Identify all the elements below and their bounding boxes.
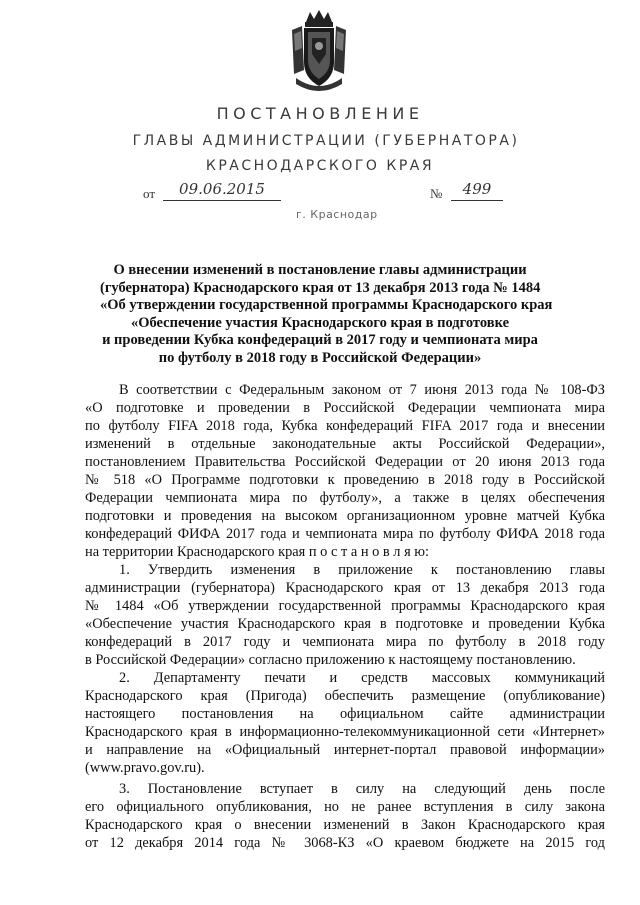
body-line: настоящего постановления на официальном сайте администрации [85, 706, 605, 722]
handwritten-number: 499 [451, 180, 503, 201]
body-line: Федерации чемпионата мира по футболу», а также в целях обеспечения [85, 490, 605, 506]
title-line: и проведении Кубка конфедераций в 2017 году и чемпионата мира [102, 332, 538, 349]
body-line: «О подготовке и проведении в Российской Федерации чемпионата мира [85, 400, 605, 416]
body-line: 3. Постановление вступает в силу на следующий день после [119, 781, 605, 797]
body-line: по футболу FIFA 2018 года, Кубка конфедераций FIFA 2017 года и внесении [85, 418, 605, 434]
body-line: 2. Департаменту печати и средств массовых коммуникаций [119, 670, 605, 686]
body-line: постановлением Правительства Российской Федерации от 20 июня 2013 года [85, 454, 605, 470]
body-line: его официального опубликования, но не ранее вступления в силу закона [85, 799, 605, 815]
body-line: 1. Утвердить изменения в приложение к постановлению главы [119, 562, 605, 578]
body-line: № 1484 «Об утверждении государственной программы Краснодарского края [85, 598, 605, 614]
body-line: № 518 «О Программе подготовки к проведению в 2018 году в Российской [85, 472, 605, 488]
date-prefix: от [143, 186, 156, 201]
body-line: (www.pravo.gov.ru). [85, 760, 205, 776]
issuer-heading: ГЛАВЫ АДМИНИСТРАЦИИ (ГУБЕРНАТОРА) [132, 133, 520, 149]
number-prefix: № [430, 186, 443, 201]
body-line: от 12 декабря 2014 года № 3068-КЗ «О краевом бюджете на 2015 год [85, 835, 605, 851]
handwritten-date: 09.06.2015 [163, 180, 281, 201]
body-line: Краснодарского края о внесении изменений в Закон Краснодарского края [85, 817, 605, 833]
body-line: Краснодарского края в информационно-телекоммуникационной сети «Интернет» [85, 724, 605, 740]
body-line: администрации (губернатора) Краснодарского края от 13 декабря 2013 года [85, 580, 605, 596]
title-line: по футболу в 2018 году в Российской Федерации» [158, 350, 482, 366]
body-line: изменений в отдельные законодательные акты Российской Федерации», [85, 436, 605, 452]
title-line: О внесении изменений в постановление главы администрации [113, 262, 527, 278]
body-line: «Обеспечение участия Краснодарского края в подготовке и проведении Кубка [85, 616, 605, 632]
city-label: г. Краснодар [296, 208, 378, 221]
krasnodar-coat-of-arms-emblem [288, 8, 350, 94]
body-line: на территории Краснодарского края п о с т а н о в л я ю: [85, 544, 430, 560]
body-line: Краснодарского края (Пригода) обеспечить размещение (опубликование) [85, 688, 605, 704]
body-line: в Российской Федерации» согласно приложению к настоящему постановлению. [85, 652, 576, 668]
body-line: конфедераций ФИФА 2017 года и чемпионата мира по футболу ФИФА 2018 года [85, 526, 605, 542]
body-line: В соответствии с Федеральным законом от 7 июня 2013 года № 108-ФЗ [119, 382, 605, 398]
body-line: конфедераций в 2017 году и чемпионата мира по футболу в 2018 году [85, 634, 605, 650]
body-line: и направление на «Официальный интернет-портал правовой информации» [85, 742, 605, 758]
title-line: (губернатора) Краснодарского края от 13 декабря 2013 года № 1484 [100, 279, 541, 296]
body-line: подготовки и проведения на высоком организационном уровне матчей Кубка [85, 508, 605, 524]
region-heading: КРАСНОДАРСКОГО КРАЯ [205, 158, 435, 174]
title-line: «Об утверждении государственной программы Краснодарского края [100, 297, 553, 314]
title-line: «Обеспечение участия Краснодарского края в подготовке [130, 314, 510, 331]
document-type-heading: ПОСТАНОВЛЕНИЕ [216, 104, 424, 123]
